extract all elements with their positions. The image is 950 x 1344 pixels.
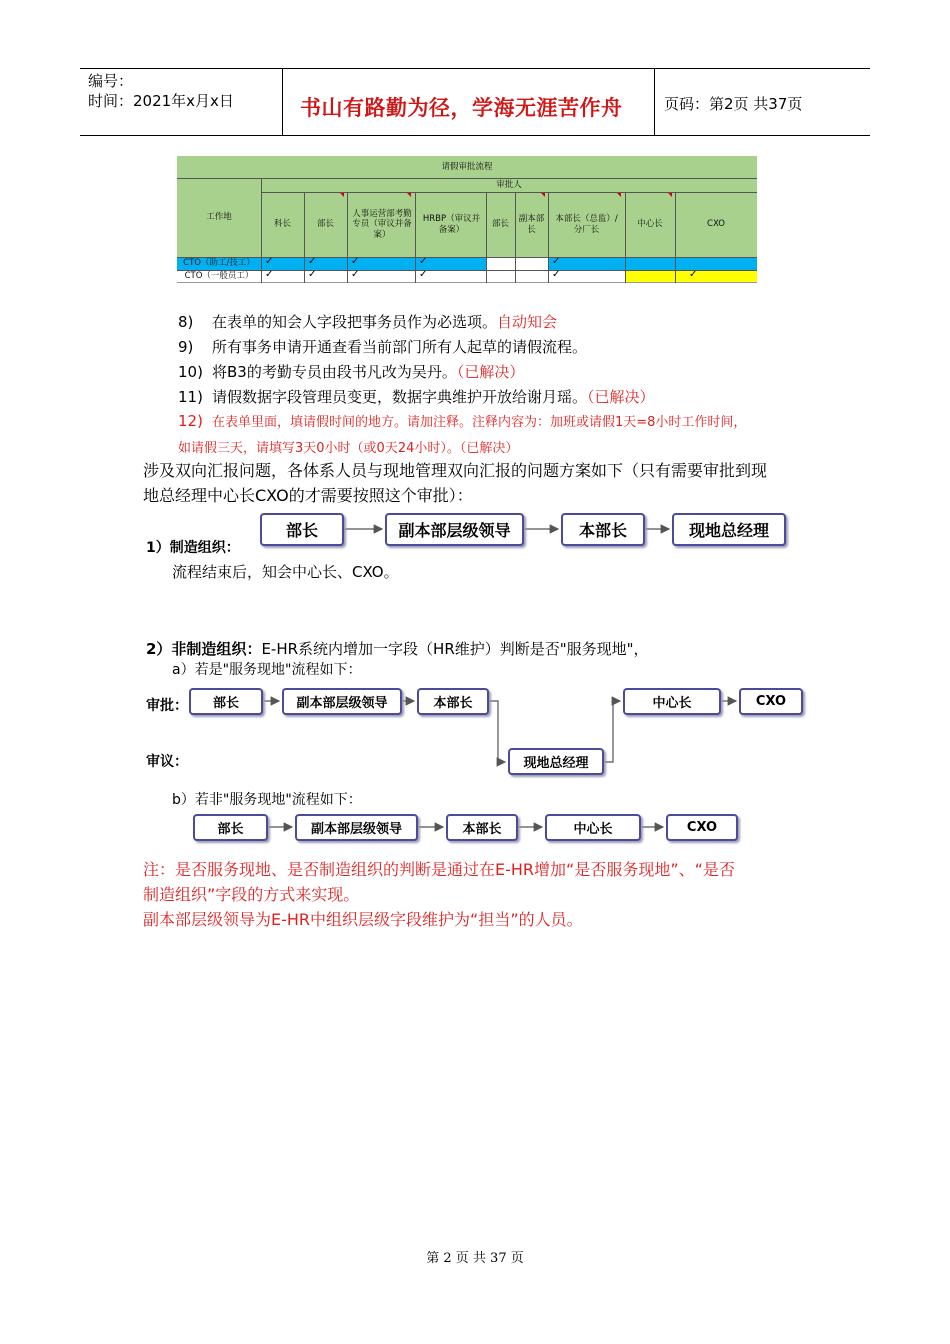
flow2a-step-department-head: 部长 <box>189 688 263 715</box>
flow2b-step-cxo: CXO <box>666 814 738 841</box>
list-item-10: 10) 将B3的考勤专员由段书凡改为吴丹。（已解决） <box>178 363 525 381</box>
flow2a-step-cxo: CXO <box>739 688 803 715</box>
list-item-9: 9) 所有事务申请开通查看当前部门所有人起草的请假流程。 <box>178 338 588 356</box>
list-item-11: 11) 请假数据字段管理员变更，数据字典维护开放给谢月瑶。（已解决） <box>178 388 655 406</box>
table-col-header: CXO <box>707 219 725 230</box>
flow2b-step-division-head: 本部长 <box>446 814 518 841</box>
list-item-8: 8) 在表单的知会人字段把事务员作为必选项。自动知会 <box>178 313 558 331</box>
list-item-12-cont: 如请假三天，请填写3天0小时（或0天24小时）。（已解决） <box>178 441 519 456</box>
list-item-12: 12) 在表单里面，填请假时间的地方。请加注释。注释内容为：加班或请假1天=8小时工作时间， <box>178 412 747 430</box>
intro-line-2: 地总经理中心长CXO的才需要按照这个审批）： <box>143 486 473 505</box>
flow2-approve-label: 审批： <box>146 698 188 714</box>
note-line-3: 副本部层级领导为E-HR中组织层级字段维护为“担当”的人员。 <box>143 910 583 929</box>
flow1-label: 1）制造组织： <box>146 540 240 556</box>
table-col-header: 部长 <box>316 219 334 230</box>
table-row-label: CTO（助工/技工） <box>183 258 255 269</box>
header-time: 时间：2021年x月x日 <box>88 92 234 110</box>
table-col-header: 本部长（总监）/分厂长 <box>555 213 618 235</box>
table-col-header: 中心长 <box>637 219 663 230</box>
table-col-header: 科长 <box>273 219 291 230</box>
flow1-step-deputy-leader: 副本部层级领导 <box>385 513 524 546</box>
note-line-2: 制造组织”字段的方式来实现。 <box>143 885 360 904</box>
header-code: 编号： <box>88 72 134 90</box>
flow2-sub-b: b）若非"服务现地"流程如下： <box>172 792 362 808</box>
table-title: 请假审批流程 <box>441 161 493 172</box>
flow1-step-local-gm: 现地总经理 <box>672 513 786 546</box>
check-icon: ✓ <box>265 256 274 267</box>
flow2b-step-deputy-leader: 副本部层级领导 <box>295 814 418 841</box>
check-icon: ✓ <box>308 269 317 280</box>
check-icon: ✓ <box>308 256 317 267</box>
flow2a-step-center-head: 中心长 <box>623 688 721 715</box>
table-col-header: 人事运营部考勤专员（审议并备案） <box>352 208 412 240</box>
header-page: 页码：第2页 共37页 <box>664 95 803 113</box>
flow2a-step-deputy-leader: 副本部层级领导 <box>282 688 402 715</box>
flow2-sub-a: a）若是"服务现地"流程如下： <box>172 662 362 678</box>
check-icon: ✓ <box>351 269 360 280</box>
note-line-1: 注：是否服务现地、是否制造组织的判断是通过在E-HR增加“是否服务现地”、“是否 <box>143 860 735 879</box>
table-approver-header: 审批人 <box>496 179 522 190</box>
page-footer: 第 2 页 共 37 页 <box>426 1251 524 1266</box>
flow1-step-department-head: 部长 <box>260 513 344 546</box>
table-col-header: 副本部长 <box>518 213 545 235</box>
check-icon: ✓ <box>419 269 428 280</box>
check-icon: ✓ <box>689 269 698 280</box>
table-workplace-header: 工作地 <box>206 212 232 223</box>
table-col-header: HRBP（审议并备案） <box>422 213 481 235</box>
flow2a-step-local-gm: 现地总经理 <box>508 748 604 775</box>
table-row-label: CTO（一般员工） <box>184 271 254 282</box>
flow2b-step-department-head: 部长 <box>193 814 268 841</box>
flow2a-arrow-down <box>489 701 505 762</box>
flow2-review-label: 审议： <box>146 754 188 770</box>
flow2a-step-division-head: 本部长 <box>417 688 489 715</box>
flow1-after-note: 流程结束后，知会中心长、CXO。 <box>172 563 399 581</box>
table-col-header: 部长 <box>491 219 509 230</box>
flow2b-step-center-head: 中心长 <box>545 814 641 841</box>
flow2a-arrow-up <box>604 701 620 762</box>
check-icon: ✓ <box>552 256 561 267</box>
check-icon: ✓ <box>419 256 428 267</box>
check-icon: ✓ <box>351 256 360 267</box>
flow1-step-division-head: 本部长 <box>561 513 645 546</box>
check-icon: ✓ <box>552 269 561 280</box>
flow2-title: 2）非制造组织：E-HR系统内增加一字段（HR维护）判断是否"服务现地"， <box>146 640 649 658</box>
intro-line-1: 涉及双向汇报问题，各体系人员与现地管理双向汇报的问题方案如下（只有需要审批到现 <box>143 461 768 480</box>
header-motto: 书山有路勤为径，学海无涯苦作舟 <box>300 96 623 120</box>
check-icon: ✓ <box>265 269 274 280</box>
